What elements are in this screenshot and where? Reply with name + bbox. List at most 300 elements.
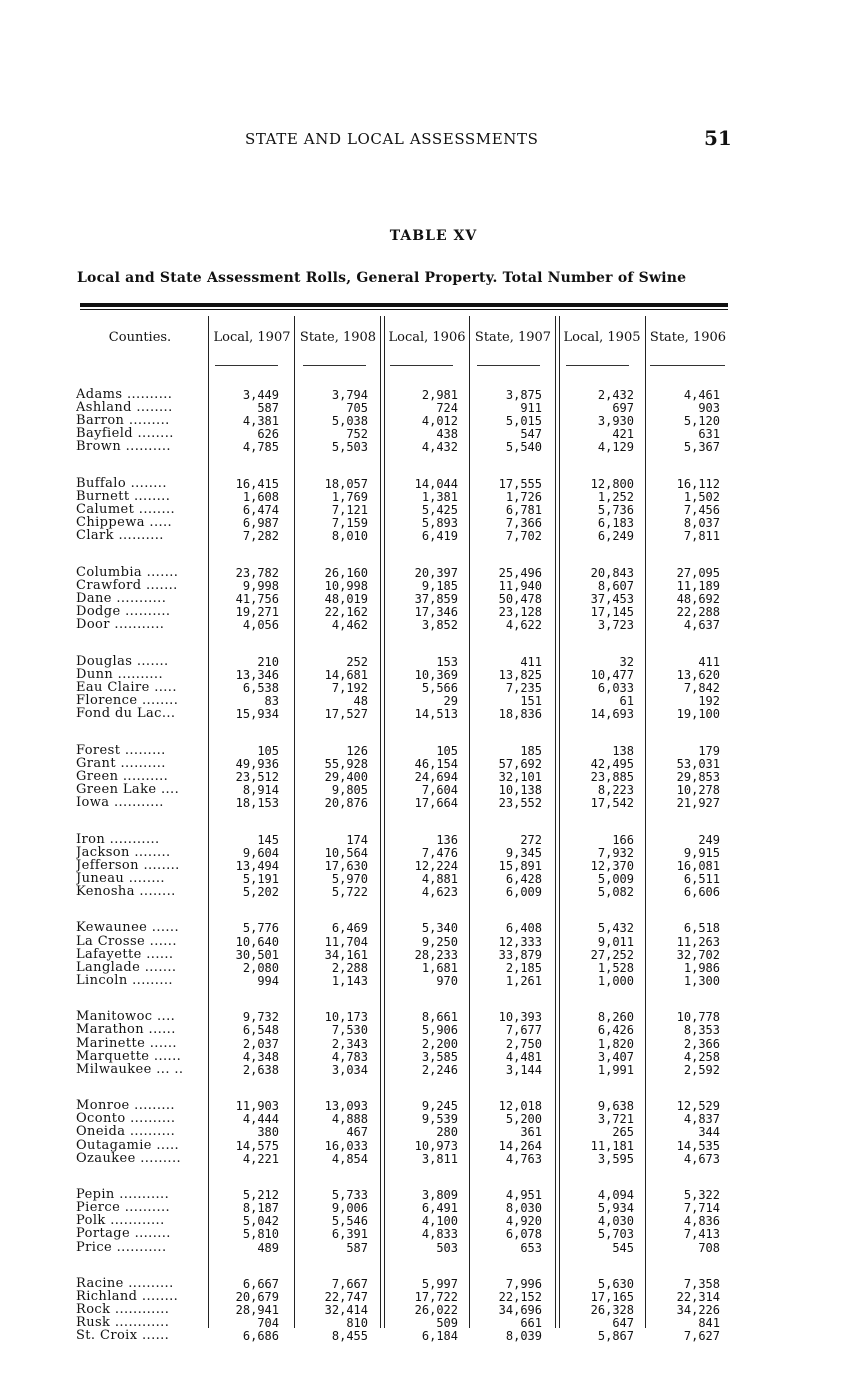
value-cell: 138	[612, 743, 634, 758]
value-cell: 2,366	[683, 1036, 720, 1051]
value-cell: 174	[346, 832, 368, 847]
value-cell: 6,538	[242, 680, 279, 695]
value-cell: 16,415	[235, 476, 279, 491]
value-cell: 1,769	[331, 490, 368, 504]
header-state-1906: State, 1906	[649, 330, 727, 345]
value-cell: 55,928	[324, 756, 368, 771]
value-cell: 48,692	[676, 592, 720, 606]
value-cell: 1,528	[597, 960, 634, 975]
value-cell: 6,686	[242, 1329, 279, 1344]
value-cell: 3,585	[421, 1049, 458, 1064]
county-name: Richland ........	[76, 1290, 179, 1305]
value-cell: 4,100	[421, 1214, 458, 1229]
value-cell: 1,608	[242, 490, 279, 504]
value-cell: 5,191	[242, 871, 279, 886]
value-cell: 4,056	[242, 618, 279, 633]
value-cell: 5,736	[597, 503, 634, 518]
county-name: Iron ...........	[76, 832, 160, 847]
value-cell: 1,252	[597, 490, 634, 504]
county-name: Rusk ............	[76, 1316, 170, 1331]
value-cell: 5,893	[421, 516, 458, 531]
value-cell: 8,223	[597, 782, 634, 797]
value-cell: 22,314	[676, 1290, 720, 1305]
county-name: Green ..........	[76, 769, 169, 784]
header-local-1906: Local, 1906	[388, 330, 466, 345]
value-cell: 3,794	[331, 388, 368, 402]
value-cell: 11,189	[676, 578, 720, 593]
value-cell: 3,595	[597, 1151, 634, 1166]
value-cell: 8,455	[331, 1329, 368, 1344]
value-cell: 5,503	[331, 440, 368, 455]
value-cell: 489	[257, 1240, 279, 1255]
value-cell: 21,927	[676, 796, 720, 810]
value-cell: 23,128	[498, 605, 542, 620]
table-row	[0, 948, 867, 962]
value-cell: 11,903	[235, 1099, 279, 1114]
table-row	[0, 935, 867, 949]
column-divider	[555, 316, 556, 1328]
value-cell: 34,226	[676, 1303, 720, 1318]
running-title: STATE AND LOCAL ASSESSMENTS	[245, 130, 539, 148]
value-cell: 7,677	[505, 1023, 542, 1038]
header-underline	[215, 365, 278, 366]
value-cell: 3,407	[597, 1049, 634, 1064]
value-cell: 210	[257, 654, 279, 669]
county-name: Oneida ..........	[76, 1125, 176, 1140]
county-name: Ashland ........	[76, 401, 173, 416]
value-cell: 19,100	[676, 707, 720, 722]
value-cell: 10,778	[676, 1010, 720, 1025]
value-cell: 28,233	[414, 947, 458, 962]
value-cell: 2,200	[421, 1036, 458, 1051]
county-name: Pepin ...........	[76, 1188, 170, 1203]
value-cell: 8,030	[505, 1201, 542, 1216]
value-cell: 12,333	[498, 934, 542, 949]
table-row	[0, 846, 867, 860]
value-cell: 9,732	[242, 1010, 279, 1025]
value-cell: 4,920	[505, 1214, 542, 1229]
value-cell: 17,555	[498, 476, 542, 491]
table-row	[0, 974, 867, 988]
table-row	[0, 1303, 867, 1317]
value-cell: 704	[257, 1316, 279, 1331]
value-cell: 280	[436, 1125, 458, 1140]
header-underline	[390, 365, 453, 366]
value-cell: 4,432	[421, 440, 458, 455]
header-underline	[303, 365, 366, 366]
value-cell: 708	[698, 1240, 720, 1255]
table-title: TABLE XV	[389, 228, 478, 244]
value-cell: 7,235	[505, 680, 542, 695]
value-cell: 20,397	[414, 565, 458, 580]
value-cell: 5,015	[505, 414, 542, 429]
table-row	[0, 1023, 867, 1037]
value-cell: 15,891	[498, 858, 542, 873]
table-row	[0, 1152, 867, 1166]
column-divider	[559, 316, 560, 1328]
value-cell: 4,012	[421, 414, 458, 429]
value-cell: 438	[436, 427, 458, 442]
county-name: Rock ............	[76, 1303, 170, 1318]
value-cell: 661	[520, 1316, 542, 1331]
value-cell: 10,477	[590, 667, 634, 682]
value-cell: 5,733	[331, 1188, 368, 1203]
value-cell: 16,081	[676, 858, 720, 873]
value-cell: 7,714	[683, 1201, 720, 1216]
table-row	[0, 1214, 867, 1228]
value-cell: 6,009	[505, 884, 542, 899]
value-cell: 6,428	[505, 871, 542, 886]
value-cell: 17,145	[590, 605, 634, 620]
county-name: Manitowoc ....	[76, 1010, 176, 1025]
value-cell: 421	[612, 427, 634, 442]
table-row	[0, 796, 867, 810]
county-name: Milwaukee ... ..	[76, 1062, 184, 1077]
value-cell: 4,951	[505, 1188, 542, 1203]
county-name: St. Croix ......	[76, 1329, 170, 1344]
value-cell: 265	[612, 1125, 634, 1140]
value-cell: 42,495	[590, 756, 634, 771]
value-cell: 48,019	[324, 592, 368, 606]
value-cell: 5,200	[505, 1112, 542, 1127]
value-cell: 272	[520, 832, 542, 847]
value-cell: 1,726	[505, 490, 542, 504]
value-cell: 467	[346, 1125, 368, 1140]
table-row	[0, 1125, 867, 1139]
county-name: Pierce ..........	[76, 1201, 171, 1216]
value-cell: 9,805	[331, 782, 368, 797]
county-name: Portage ........	[76, 1227, 171, 1242]
value-cell: 1,000	[597, 973, 634, 988]
value-cell: 6,183	[597, 516, 634, 531]
value-cell: 361	[520, 1125, 542, 1140]
value-cell: 9,011	[597, 934, 634, 949]
value-cell: 53,031	[676, 756, 720, 771]
table-row	[0, 1201, 867, 1215]
county-name: Fond du Lac...	[76, 707, 176, 722]
value-cell: 192	[698, 694, 720, 708]
value-cell: 83	[264, 694, 279, 708]
value-cell: 5,546	[331, 1214, 368, 1229]
value-cell: 5,367	[683, 440, 720, 455]
value-cell: 5,202	[242, 884, 279, 899]
value-cell: 503	[436, 1240, 458, 1255]
value-cell: 17,542	[590, 796, 634, 810]
value-cell: 29,853	[676, 769, 720, 784]
value-cell: 1,502	[683, 490, 720, 504]
value-cell: 14,693	[590, 707, 634, 722]
value-cell: 4,444	[242, 1112, 279, 1127]
value-cell: 20,843	[590, 565, 634, 580]
value-cell: 27,095	[676, 565, 720, 580]
value-cell: 11,940	[498, 578, 542, 593]
county-name: Eau Claire .....	[76, 680, 177, 695]
value-cell: 9,539	[421, 1112, 458, 1127]
value-cell: 4,833	[421, 1227, 458, 1242]
value-cell: 20,876	[324, 796, 368, 810]
value-cell: 9,185	[421, 578, 458, 593]
value-cell: 7,667	[331, 1277, 368, 1291]
value-cell: 23,782	[235, 565, 279, 580]
value-cell: 23,885	[590, 769, 634, 784]
county-name: Dane ...........	[76, 592, 167, 606]
value-cell: 4,030	[597, 1214, 634, 1229]
value-cell: 20,679	[235, 1290, 279, 1305]
value-cell: 3,811	[421, 1151, 458, 1166]
value-cell: 22,747	[324, 1290, 368, 1305]
value-cell: 23,552	[498, 796, 542, 810]
county-name: Jefferson ........	[76, 858, 180, 873]
county-name: Crawford .......	[76, 578, 178, 593]
county-name: Douglas .......	[76, 654, 169, 669]
value-cell: 344	[698, 1125, 720, 1140]
value-cell: 903	[698, 401, 720, 416]
value-cell: 17,664	[414, 796, 458, 810]
county-name: Calumet ........	[76, 503, 176, 518]
county-name: Oconto ..........	[76, 1112, 176, 1127]
table-row	[0, 388, 867, 402]
value-cell: 4,623	[421, 884, 458, 899]
value-cell: 185	[520, 743, 542, 758]
value-cell: 7,476	[421, 845, 458, 860]
value-cell: 3,852	[421, 618, 458, 633]
value-cell: 7,159	[331, 516, 368, 531]
value-cell: 1,681	[421, 960, 458, 975]
value-cell: 252	[346, 654, 368, 669]
table-row	[0, 1037, 867, 1051]
table-row	[0, 1290, 867, 1304]
value-cell: 27,252	[590, 947, 634, 962]
value-cell: 7,282	[242, 529, 279, 544]
value-cell: 5,042	[242, 1214, 279, 1229]
value-cell: 5,703	[597, 1227, 634, 1242]
value-cell: 7,366	[505, 516, 542, 531]
table-row	[0, 1139, 867, 1153]
value-cell: 4,381	[242, 414, 279, 429]
value-cell: 12,529	[676, 1099, 720, 1114]
value-cell: 37,859	[414, 592, 458, 606]
value-cell: 5,970	[331, 871, 368, 886]
value-cell: 10,998	[324, 578, 368, 593]
column-divider	[469, 316, 470, 1328]
value-cell: 13,093	[324, 1099, 368, 1114]
value-cell: 7,530	[331, 1023, 368, 1038]
value-cell: 7,996	[505, 1277, 542, 1291]
value-cell: 14,513	[414, 707, 458, 722]
value-cell: 8,010	[331, 529, 368, 544]
column-divider	[645, 316, 646, 1328]
header-state-1907: State, 1907	[474, 330, 552, 345]
value-cell: 3,875	[505, 388, 542, 402]
value-cell: 6,249	[597, 529, 634, 544]
value-cell: 22,152	[498, 1290, 542, 1305]
county-name: La Crosse ......	[76, 934, 177, 949]
county-name: Kewaunee ......	[76, 921, 179, 936]
value-cell: 4,837	[683, 1112, 720, 1127]
value-cell: 5,566	[421, 680, 458, 695]
table-row	[0, 1316, 867, 1330]
value-cell: 411	[698, 654, 720, 669]
table-top-rule-thin	[80, 309, 728, 310]
value-cell: 2,638	[242, 1062, 279, 1077]
value-cell: 25,496	[498, 565, 542, 580]
value-cell: 509	[436, 1316, 458, 1331]
value-cell: 4,637	[683, 618, 720, 633]
table-row	[0, 414, 867, 428]
value-cell: 2,592	[683, 1062, 720, 1077]
table-caption: Local and State Assessment Rolls, General Property. Total Number of Swine	[77, 270, 687, 286]
county-name: Racine ..........	[76, 1277, 174, 1291]
table-row	[0, 694, 867, 708]
county-name: Jackson ........	[76, 845, 171, 860]
value-cell: 5,432	[597, 921, 634, 936]
value-cell: 4,094	[597, 1188, 634, 1203]
value-cell: 14,575	[235, 1138, 279, 1153]
value-cell: 7,842	[683, 680, 720, 695]
value-cell: 1,143	[331, 973, 368, 988]
value-cell: 22,288	[676, 605, 720, 620]
value-cell: 587	[257, 401, 279, 416]
table-row	[0, 707, 867, 721]
value-cell: 3,449	[242, 388, 279, 402]
value-cell: 2,288	[331, 960, 368, 975]
value-cell: 6,518	[683, 921, 720, 936]
header-underline	[566, 365, 629, 366]
value-cell: 12,224	[414, 858, 458, 873]
value-cell: 14,681	[324, 667, 368, 682]
table-row	[0, 1112, 867, 1126]
value-cell: 6,469	[331, 921, 368, 936]
table-row	[0, 440, 867, 454]
county-name: Kenosha ........	[76, 884, 176, 899]
county-name: Columbia .......	[76, 565, 179, 580]
county-name: Clark ..........	[76, 529, 164, 544]
county-name: Juneau ........	[76, 871, 165, 886]
value-cell: 4,881	[421, 871, 458, 886]
value-cell: 6,511	[683, 871, 720, 886]
value-cell: 5,776	[242, 921, 279, 936]
value-cell: 2,343	[331, 1036, 368, 1051]
value-cell: 6,408	[505, 921, 542, 936]
column-divider	[294, 316, 295, 1328]
value-cell: 6,491	[421, 1201, 458, 1216]
value-cell: 13,494	[235, 858, 279, 873]
county-name: Lincoln .........	[76, 973, 173, 988]
value-cell: 2,185	[505, 960, 542, 975]
value-cell: 2,432	[597, 388, 634, 402]
value-cell: 9,915	[683, 845, 720, 860]
value-cell: 5,630	[597, 1277, 634, 1291]
value-cell: 6,033	[597, 680, 634, 695]
value-cell: 5,906	[421, 1023, 458, 1038]
value-cell: 7,627	[683, 1329, 720, 1344]
value-cell: 17,165	[590, 1290, 634, 1305]
value-cell: 9,245	[421, 1099, 458, 1114]
value-cell: 4,888	[331, 1112, 368, 1127]
value-cell: 7,192	[331, 680, 368, 695]
table-row	[0, 1099, 867, 1113]
value-cell: 9,604	[242, 845, 279, 860]
table-row	[0, 1277, 867, 1291]
value-cell: 26,328	[590, 1303, 634, 1318]
value-cell: 19,271	[235, 605, 279, 620]
value-cell: 11,181	[590, 1138, 634, 1153]
value-cell: 6,078	[505, 1227, 542, 1242]
value-cell: 18,057	[324, 476, 368, 491]
value-cell: 6,987	[242, 516, 279, 531]
table-row	[0, 427, 867, 441]
table-row	[0, 885, 867, 899]
value-cell: 545	[612, 1240, 634, 1255]
value-cell: 970	[436, 973, 458, 988]
value-cell: 4,673	[683, 1151, 720, 1166]
value-cell: 724	[436, 401, 458, 416]
county-name: Marinette ......	[76, 1036, 177, 1051]
table-row	[0, 1227, 867, 1241]
value-cell: 587	[346, 1240, 368, 1255]
value-cell: 26,160	[324, 565, 368, 580]
value-cell: 2,037	[242, 1036, 279, 1051]
value-cell: 32	[619, 654, 634, 669]
column-divider	[384, 316, 385, 1328]
value-cell: 10,640	[235, 934, 279, 949]
county-name: Outagamie .....	[76, 1138, 180, 1153]
column-divider	[380, 316, 381, 1328]
county-name: Brown ..........	[76, 440, 171, 455]
value-cell: 37,453	[590, 592, 634, 606]
value-cell: 4,461	[683, 388, 720, 402]
value-cell: 4,129	[597, 440, 634, 455]
value-cell: 647	[612, 1316, 634, 1331]
value-cell: 9,998	[242, 578, 279, 593]
value-cell: 6,606	[683, 884, 720, 899]
county-name: Burnett ........	[76, 490, 171, 504]
value-cell: 34,696	[498, 1303, 542, 1318]
value-cell: 8,914	[242, 782, 279, 797]
table-row	[0, 681, 867, 695]
county-name: Marathon ......	[76, 1023, 176, 1038]
value-cell: 1,991	[597, 1062, 634, 1077]
value-cell: 13,346	[235, 667, 279, 682]
value-cell: 5,082	[597, 884, 634, 899]
table-row	[0, 655, 867, 669]
page-number: 51	[704, 126, 732, 150]
value-cell: 4,785	[242, 440, 279, 455]
value-cell: 48	[353, 694, 368, 708]
value-cell: 705	[346, 401, 368, 416]
value-cell: 3,723	[597, 618, 634, 633]
table-row	[0, 859, 867, 873]
header-underline	[650, 365, 725, 366]
value-cell: 5,212	[242, 1188, 279, 1203]
value-cell: 8,260	[597, 1010, 634, 1025]
value-cell: 179	[698, 743, 720, 758]
value-cell: 5,810	[242, 1227, 279, 1242]
value-cell: 12,018	[498, 1099, 542, 1114]
header-local-1905: Local, 1905	[563, 330, 641, 345]
value-cell: 911	[520, 401, 542, 416]
value-cell: 33,879	[498, 947, 542, 962]
value-cell: 5,540	[505, 440, 542, 455]
value-cell: 5,322	[683, 1188, 720, 1203]
county-name: Door ...........	[76, 618, 165, 633]
value-cell: 24,694	[414, 769, 458, 784]
value-cell: 8,039	[505, 1329, 542, 1344]
county-name: Chippewa .....	[76, 516, 173, 531]
value-cell: 2,246	[421, 1062, 458, 1077]
value-cell: 7,702	[505, 529, 542, 544]
county-name: Langlade .......	[76, 960, 177, 975]
